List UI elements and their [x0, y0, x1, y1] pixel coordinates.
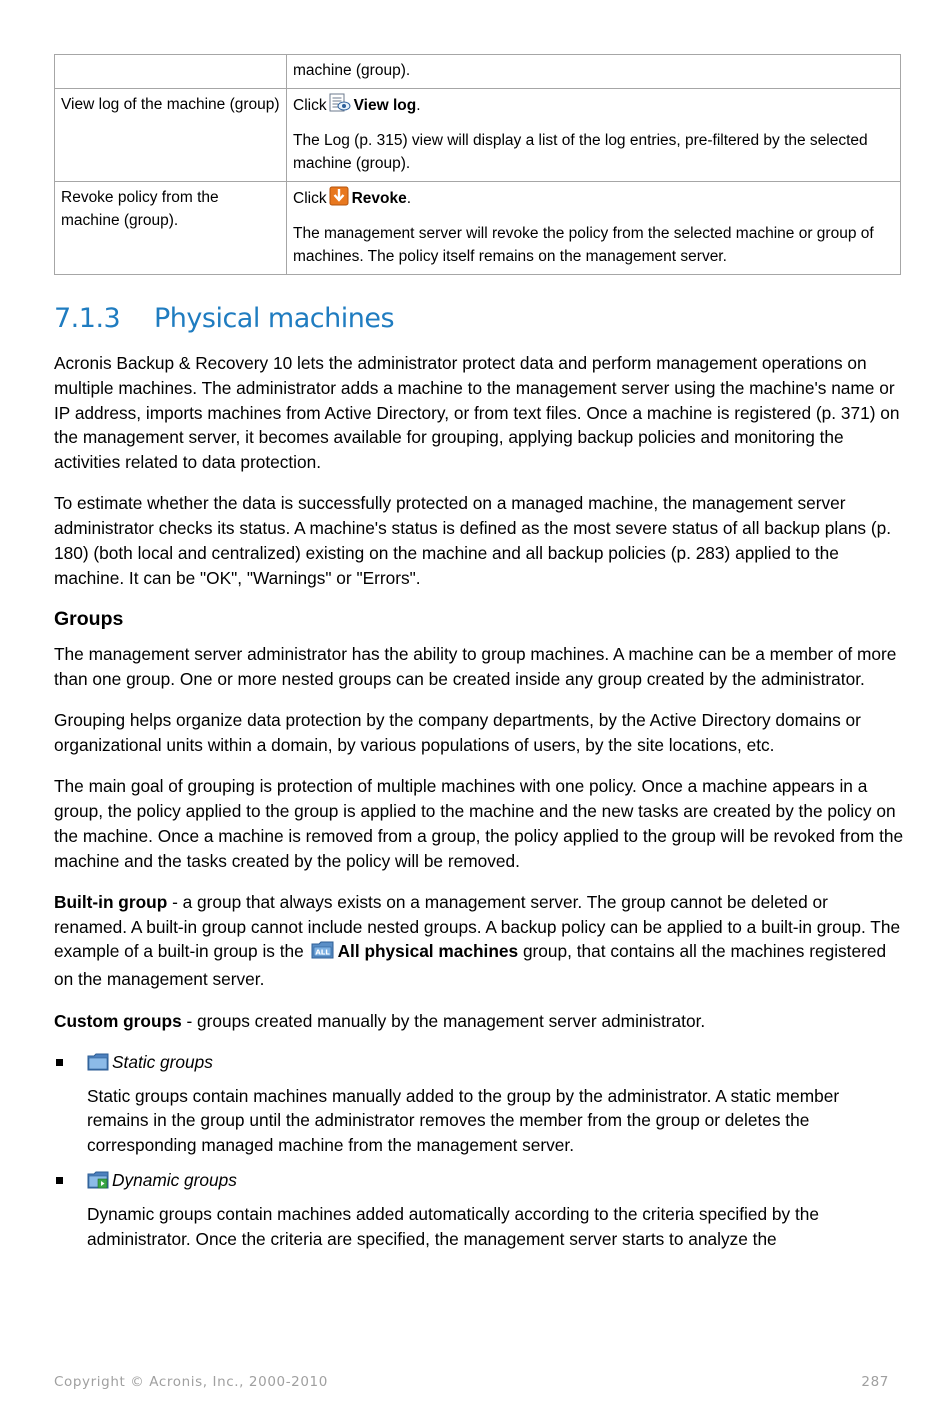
- table-row: [55, 55, 901, 89]
- section-heading: [54, 303, 394, 334]
- list-item-title: Dynamic groups: [87, 1168, 904, 1196]
- page-number: 287: [861, 1374, 889, 1390]
- actions-table: [54, 54, 901, 275]
- table-cell: [287, 55, 901, 89]
- table-cell: [287, 182, 901, 275]
- page-footer: [54, 1374, 889, 1390]
- cell-text: Revoke policy from the machine (group).: [61, 189, 219, 229]
- bullet-icon: [56, 1177, 63, 1184]
- list-item-text: Dynamic groups contain machines added automatically according to the criteria specified by the administrator. Once the criteria are specified, the management server starts to analyze the: [87, 1203, 819, 1249]
- paragraph: The main goal of grouping is protection of multiple machines with one policy. Once a machine appears in a group, the policy applied to the group is applied to the machine and the new tasks are created by the policy on the machine. Once a machine is removed from a group, the policy applied to the group will be revoked from the machine and the tasks created by the policy will be removed.: [54, 776, 904, 871]
- copyright-text: Copyright © Acronis, Inc., 2000-2010: [54, 1374, 328, 1390]
- cell-text: View log of the machine (group): [61, 96, 280, 113]
- table-row: [55, 182, 901, 275]
- instruction: Click View log.: [293, 93, 894, 120]
- subheading-groups: Groups: [54, 608, 124, 631]
- all-machines-icon: [311, 940, 335, 967]
- table-cell: [55, 55, 287, 89]
- list-item-title: Static groups: [87, 1050, 904, 1078]
- all-physical-machines-label: All physical machines: [337, 941, 519, 962]
- instruction: Click Revoke.: [293, 186, 894, 213]
- paragraph: To estimate whether the data is successfully protected on a managed machine, the management server administrator checks its status. A machine's status is defined as the most severe status of all backup plans (p. 180) (both local and centralized) existing on the machine and all backup policies (p. 283) applied to the machine. It can be "OK", "Warnings" or "Errors".: [54, 493, 892, 588]
- list-item: [54, 1050, 904, 1158]
- paragraph: Acronis Backup & Recovery 10 lets the administrator protect data and perform management operations on multiple machines. The administrator adds a machine to the management server using the machine's name or IP address, imports machines from Active Directory, or from text files. Once a machine is registered (p. 371) on the management server, it becomes available for grouping, applying backup policies and monitoring the activities related to data protection.: [54, 353, 900, 473]
- bullet-icon: [56, 1059, 63, 1066]
- list-item: [54, 1168, 904, 1251]
- section-title: Physical machines: [154, 303, 395, 334]
- action-label: View log: [353, 97, 417, 114]
- table-cell: [55, 182, 287, 275]
- term-custom-groups: Custom groups: [54, 1010, 182, 1031]
- term-builtin-group: Built-in group: [54, 891, 168, 912]
- cell-description: The management server will revoke the policy from the selected machine or group of machines. The policy itself remains on the management server.: [293, 225, 874, 265]
- view-log-icon: [329, 93, 351, 120]
- table-cell: [287, 89, 901, 182]
- group-type-list: [54, 1050, 904, 1252]
- static-group-icon: [87, 1053, 109, 1078]
- paragraph: Grouping helps organize data protection by the company departments, by the Active Directory domains or organizational units within a domain, by various populations of users, by the site locations, etc.: [54, 710, 861, 755]
- revoke-icon: [329, 186, 349, 213]
- table-row: [55, 89, 901, 182]
- action-label: Revoke: [351, 190, 407, 207]
- list-item-text: Static groups contain machines manually added to the group by the administrator. A static member remains in the group until the administrator removes the member from the group or deletes the corresponding managed machine from the management server.: [87, 1085, 840, 1156]
- section-body: [54, 351, 904, 1261]
- svg-text:ALL: ALL: [314, 948, 330, 957]
- paragraph-builtin-group: Built-in group - a group that always exists on a management server. The group cannot be deleted or renamed. A built-in group cannot include nested groups. A backup policy can be applied to a built-in group. The example of a built-in group is the ALL All physical machines group, that contains all the machines registered on the management server.: [54, 891, 901, 990]
- paragraph-custom-groups: Custom groups - groups created manually by the management server administrator.: [54, 1010, 706, 1031]
- cell-text: machine (group).: [293, 62, 411, 79]
- paragraph: The management server administrator has the ability to group machines. A machine can be a member of more than one group. One or more nested groups can be created inside any group created by the administrator.: [54, 643, 897, 689]
- dynamic-group-icon: [87, 1171, 109, 1196]
- section-number: 7.1.3: [54, 303, 121, 334]
- cell-description: The Log (p. 315) view will display a list of the log entries, pre-filtered by the selected machine (group).: [293, 132, 868, 172]
- table-cell: [55, 89, 287, 182]
